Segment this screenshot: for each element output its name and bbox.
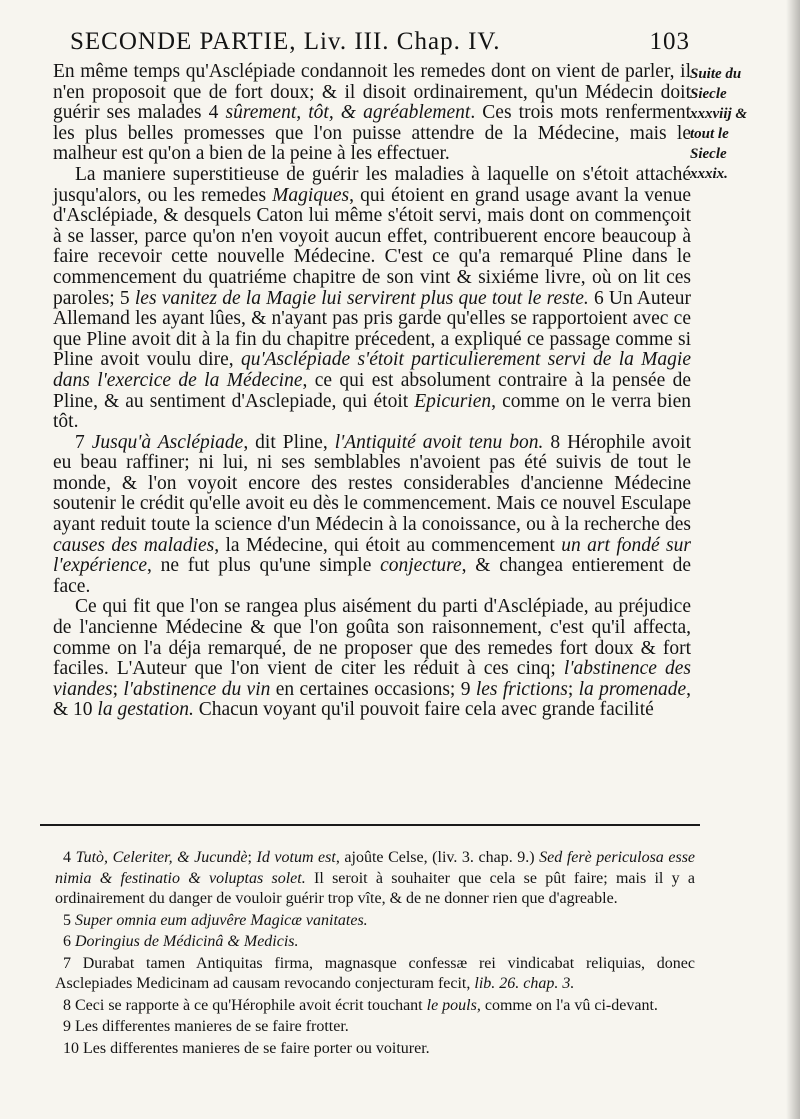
paragraph-3-segment: , dit Pline, bbox=[243, 431, 335, 453]
paragraph-4-segment: la promenade bbox=[578, 678, 687, 700]
paragraph-2-segment: , comme on le verra bien tôt. bbox=[53, 390, 691, 433]
running-header bbox=[70, 28, 690, 56]
paragraph-3 bbox=[53, 433, 691, 598]
paragraph-4-segment: la gestation. bbox=[97, 699, 194, 721]
footnote-1-segment: Il seroit à souhaiter que cela se pût faire; mais il y a ordinairement du danger de vouloir guérir trop vîte, & de ne donner rien que d'agreable. bbox=[55, 869, 696, 907]
paragraph-2-segment: 6 Un Auteur Allemand les ayant lûes, & n'ayant pas pris garde qu'elles se rapportoient avec ce que Pline avoit dit à la fin du chapitre précedent, a expliqué ce passage comme si Pline avoit voulu dire, bbox=[53, 287, 692, 371]
paragraph-2-segment: , qui étoient en grand usage avant la venue d'Asclépiade, & desquels Caton lui même s'étoit servi, mais dont on commençoit à se lasser, parce qu'on n'en voyoit aucun effet, contribuerent encore beaucoup à faire recevoir cette nouvelle Médecine. C'est ce qu'a remarqué Pline dans le commencement du quatriéme chapitre de son vint & sixiéme livre, où on lit ces paroles; 5 bbox=[53, 184, 691, 309]
paragraph-2-segment: qu'Asclépiade s'étoit particulierement servi de la Magie dans l'exercice de la Médecine bbox=[53, 349, 691, 391]
paragraph-2-segment: La maniere superstitieuse de guérir les maladies à laquelle on s'étoit attaché jusqu'alors, ou les remedes bbox=[53, 163, 691, 206]
paragraph-1-segment: En même temps qu'Asclépiade condannoit les remedes dont on vient de parler, il n'en proposoit que de fort doux; & il disoit ordinairement, qu'un Médecin doit guérir ses malades 4 bbox=[53, 61, 691, 124]
footnote-4 bbox=[55, 954, 695, 995]
paragraph-2-segment: les vanitez de la Magie lui servirent plus que tout le reste. bbox=[134, 287, 589, 309]
footnote-7 bbox=[55, 1039, 695, 1060]
paragraph-2-segment: Magiques bbox=[272, 184, 350, 206]
footnote-6-segment: 9 Les differentes manieres de se faire frotter. bbox=[63, 1018, 349, 1035]
paragraph-1-segment: sûrement, tôt, & agréablement bbox=[225, 102, 471, 124]
footnote-7-segment: 10 Les differentes manieres de se faire porter ou voiturer. bbox=[63, 1039, 430, 1057]
paragraph-4-segment: , & 10 bbox=[53, 678, 692, 721]
footnote-5-segment: 8 Ceci se rapporte à ce qu'Hérophile avoit écrit touchant bbox=[63, 996, 427, 1014]
paragraph-4-segment: l'abstinence des viandes bbox=[53, 658, 691, 700]
paragraph-3-segment: l'Antiquité avoit tenu bon. bbox=[334, 431, 544, 453]
paragraph-3-segment: conjecture bbox=[380, 555, 462, 577]
footnote-1-segment: Sed ferè periculosa esse nimia & festinatio & voluptas solet. bbox=[55, 849, 696, 887]
footnote-1-segment: , ajoûte Celse, (liv. 3. chap. 9.) bbox=[335, 849, 540, 866]
paragraph-3-segment: Jusqu'à Asclépiade bbox=[91, 431, 244, 453]
paragraph-3-segment: , la Médecine, qui étoit au commencement bbox=[214, 534, 562, 556]
paragraph-1-segment: . Ces trois mots renferment les plus belles promesses que l'on puisse attendre de la Médecine, mais le malheur est qu'on a bien de la peine à les effectuer. bbox=[53, 102, 691, 165]
footnote-1 bbox=[55, 848, 695, 910]
footnote-1-segment: ; bbox=[247, 849, 257, 866]
paragraph-4-segment: ; bbox=[112, 678, 124, 700]
footnote-4-segment: 7 Durabat tamen Antiquitas firma, magnasque confessæ rei vindicabat reliquias, donec Asclepiades Medicinam ad causam revocando conjecturam fecit, bbox=[55, 954, 695, 992]
paragraph-4-segment: l'abstinence du vin bbox=[123, 678, 271, 700]
paragraph-4-segment: Ce qui fit que l'on se rangea plus aisément du parti d'Asclépiade, au préjudice de l'ancienne Médecine & que l'on goûta son raisonnement, c'est qu'il affecta, comme on l'a déja remarqué, de ne proposer que des remedes fort doux & fort faciles. L'Auteur que l'on vient de citer les réduit à ces cinq; bbox=[53, 596, 691, 680]
footnote-2 bbox=[55, 911, 695, 932]
footnote-2-segment: Super omnia eum adjuvêre Magicæ vanitates. bbox=[75, 911, 368, 929]
paragraph-4-segment: ; bbox=[567, 678, 579, 700]
paragraph-3-segment: un art fondé sur l'expérience bbox=[53, 534, 691, 577]
page-edge-shadow bbox=[786, 0, 800, 1119]
page-number: 103 bbox=[649, 28, 690, 55]
paragraph-3-segment: causes des maladies bbox=[53, 534, 215, 556]
paragraph-3-segment: 7 bbox=[75, 431, 92, 453]
footnote-1-segment: Tutò, Celeriter, & Jucundè bbox=[75, 849, 248, 866]
paragraph-2-segment: Epicurien bbox=[414, 390, 492, 412]
paragraph-3-segment: 8 Hérophile avoit eu beau raffiner; ni lui, ni ses semblables n'avoient pas été suivis de tout le monde, & l'on voyoit encore des restes considerables d'ancienne Médecine soutenir le crédit qu'elle avoit eu dès le commencement. Mais ce nouvel Esculape ayant reduit toute la science d'un Médecin à la conoissance, ou à la recherche des bbox=[53, 431, 692, 536]
footnotes bbox=[55, 848, 695, 1060]
footnote-4-segment: lib. 26. chap. 3. bbox=[474, 975, 575, 992]
footnote-2-segment: 5 bbox=[63, 911, 75, 929]
paragraph-1 bbox=[53, 62, 691, 165]
paragraph-4-segment: les frictions bbox=[475, 678, 568, 700]
footnote-6 bbox=[55, 1017, 695, 1038]
margin-note: Suite du Siecle xxxviij & tout le Siecle xxxix. bbox=[690, 66, 748, 182]
running-head: SECONDE PARTIE, Liv. III. Chap. IV. bbox=[70, 28, 501, 55]
footnote-1-segment: Id votum est bbox=[256, 849, 336, 866]
footnote-5 bbox=[55, 996, 695, 1017]
paragraph-3-segment: , ne fut plus qu'une simple bbox=[147, 555, 381, 577]
footnote-rule bbox=[40, 824, 700, 826]
paragraph-2 bbox=[53, 165, 691, 433]
footnote-3-segment: Doringius de Médicinâ & Medicis. bbox=[75, 933, 299, 950]
paragraph-2-segment: , ce qui est absolument contraire à la pensée de Pline, & au sentiment d'Asclepiade, qui étoit bbox=[53, 369, 692, 412]
footnote-5-segment: , comme on l'a vû ci-devant. bbox=[476, 996, 658, 1014]
paragraph-4-segment: en certaines occasions; 9 bbox=[270, 678, 476, 700]
paragraph-3-segment: , & changea entierement de face. bbox=[53, 555, 691, 597]
footnote-1-segment: 4 bbox=[63, 849, 76, 866]
paragraph-4-segment: Chacun voyant qu'il pouvoit faire cela avec grande facilité bbox=[193, 699, 654, 721]
footnote-5-segment: le pouls bbox=[426, 996, 477, 1014]
footnote-3 bbox=[55, 932, 695, 953]
footnote-3-segment: 6 bbox=[63, 933, 75, 950]
main-text bbox=[53, 62, 691, 721]
paragraph-4 bbox=[53, 597, 691, 721]
